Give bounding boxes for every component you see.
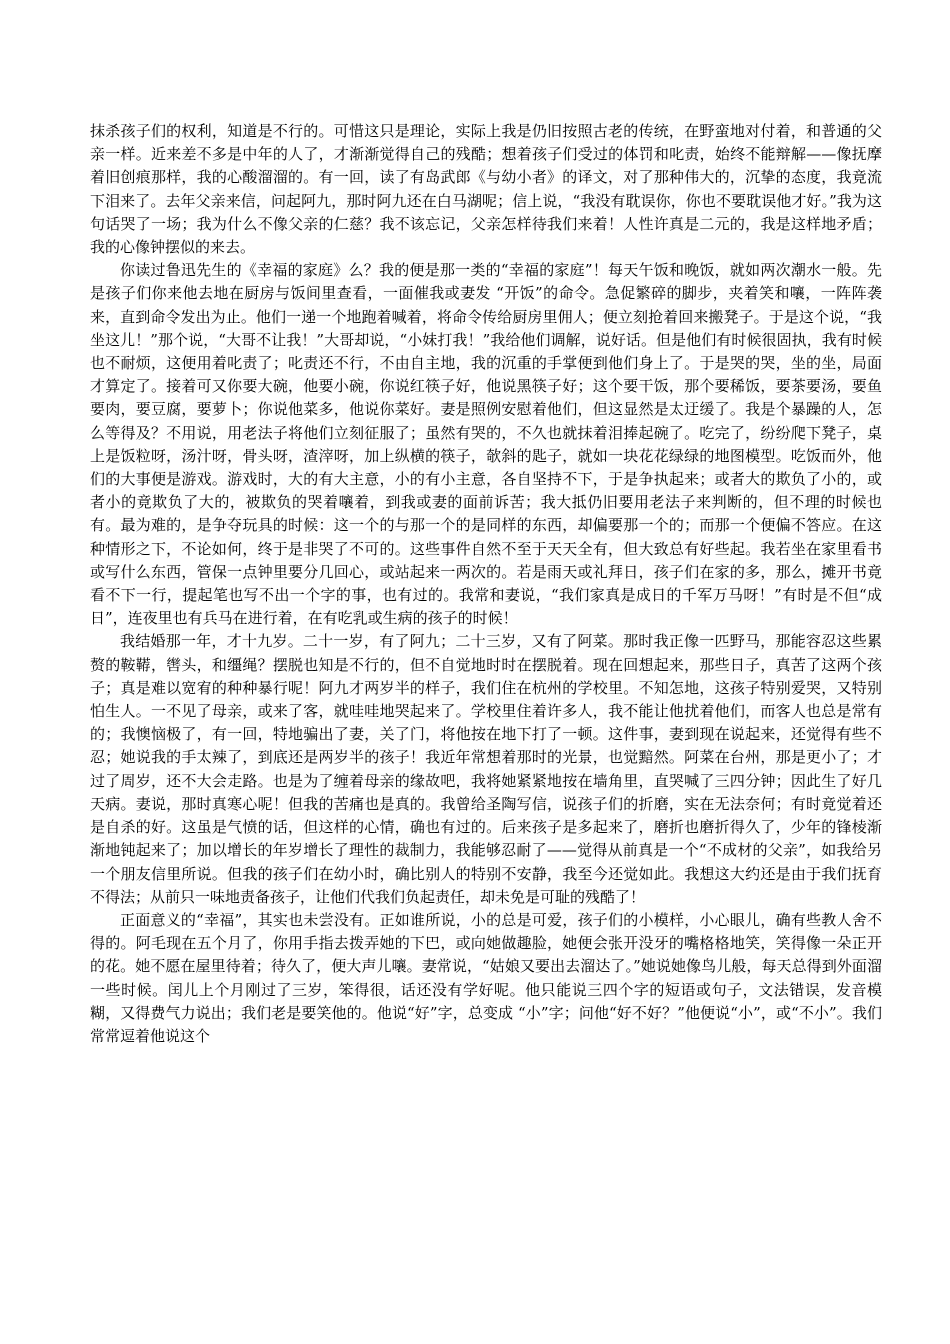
paragraph-4: 正面意义的“幸福”，其实也未尝没有。正如谁所说，小的总是可爱，孩子们的小模样，小心眼儿，确有些教人舍不得的。阿毛现在五个月了，你用手指去拨弄她的下巴，或向她做趣脸，她便会张开没牙的嘴格格地笑，笑得像一朵正开的花。她不愿在屋里待着；待久了，便大声儿嚷。妻常说，“姑娘又要出去溜达了。”她说她像鸟儿般，每天总得到外面溜一些时候。闰儿上个月刚过了三岁，笨得很，话还没有学好呢。他只能说三四个字的短语或句子，文法错误，发音模糊，又得费气力说出；我们老是要笑他的。他说“好”字，总变成 “小”字；问他“好不好？”他便说“小”，或“不小”。我们常常逗着他说这个 — [90, 910, 882, 1045]
document-page — [90, 120, 882, 1048]
paragraph-2: 你读过鲁迅先生的《幸福的家庭》么？我的便是那一类的“幸福的家庭”！每天午饭和晚饭，就如两次潮水一般。先是孩子们你来他去地在厨房与饭间里查看，一面催我或妻发 “开饭”的命令。急促繁碎的脚步，夹着笑和嚷，一阵阵袭来，直到命令发出为止。他们一递一个地跑着喊着，将命令传给厨房里佣人；便立刻抢着回来搬凳子。于是这个说，“我坐这儿！”那个说，“大哥不让我！”大哥却说，“小妹打我！”我给他们调解，说好话。但是他们有时候很固执，我有时候也不耐烦，这便用着叱责了；叱责还不行，不由自主地，我的沉重的手掌便到他们身上了。于是哭的哭，坐的坐，局面才算定了。接着可又你要大碗，他要小碗，你说红筷子好，他说黑筷子好；这个要干饭，那个要稀饭，要茶要汤，要鱼要肉，要豆腐，要萝卜；你说他菜多，他说你菜好。妻是照例安慰着他们，但这显然是太迂缓了。我是个暴躁的人，怎么等得及？不用说，用老法子将他们立刻征服了；虽然有哭的，不久也就抹着泪捧起碗了。吃完了，纷纷爬下凳子，桌上是饭粒呀，汤汁呀，骨头呀，渣滓呀，加上纵横的筷子，欹斜的匙子，就如一块花花绿绿的地图模型。吃饭而外，他们的大事便是游戏。游戏时，大的有大主意，小的有小主意，各自坚持不下，于是争执起来；或者大的欺负了小的，或者小的竟欺负了大的，被欺负的哭着嚷着，到我或妻的面前诉苦；我大抵仍旧要用老法子来判断的，但不理的时候也有。最为难的，是争夺玩具的时候：这一个的与那一个的是同样的东西，却偏要那一个的；而那一个便偏不答应。在这种情形之下，不论如何，终于是非哭了不可的。这些事件自然不至于天天全有，但大致总有好些起。我若坐在家里看书或写什么东西，管保一点钟里要分几回心，或站起来一两次的。若是雨天或礼拜日，孩子们在家的多，那么，摊开书竟看不下一行，提起笔也写不出一个字的事，也有过的。我常和妻说，“我们家真是成日的千军万马呀！”有时是不但“成日”，连夜里也有兵马在进行着，在有吃乳或生病的孩子的时候！ — [90, 261, 882, 628]
paragraph-3: 我结婚那一年，才十九岁。二十一岁，有了阿九；二十三岁，又有了阿菜。那时我正像一匹野马，那能容忍这些累赘的鞍鞯，辔头，和缰绳？摆脱也知是不行的，但不自觉地时时在摆脱着。现在回想起来，那些日子，真苦了这两个孩子；真是难以宽宥的种种暴行呢！阿九才两岁半的样子，我们住在杭州的学校里。不知怎地，这孩子特别爱哭，又特别怕生人。一不见了母亲，或来了客，就哇哇地哭起来了。学校里住着许多人，我不能让他扰着他们，而客人也总是常有的；我懊恼极了，有一回，特地骗出了妻，关了门，将他按在地下打了一顿。这件事，妻到现在说起来，还觉得有些不忍；她说我的手太辣了，到底还是两岁半的孩子！我近年常想着那时的光景，也觉黯然。阿菜在台州，那是更小了；才过了周岁，还不大会走路。也是为了缠着母亲的缘故吧，我将她紧紧地按在墙角里，直哭喊了三四分钟；因此生了好几天病。妻说，那时真寒心呢！但我的苦痛也是真的。我曾给圣陶写信，说孩子们的折磨，实在无法奈何；有时竟觉着还是自杀的好。这虽是气愤的话，但这样的心情，确也有过的。后来孩子是多起来了，磨折也磨折得久了，少年的锋棱渐渐地钝起来了；加以增长的年岁增长了理性的裁制力，我能够忍耐了——觉得从前真是一个“不成材的父亲”，如我给另一个朋友信里所说。但我的孩子们在幼小时，确比别人的特别不安静，我至今还觉如此。我想这大约还是由于我们抚育不得法；从前只一味地责备孩子，让他们代我们负起责任，却未免是可耻的残酷了！ — [90, 632, 882, 906]
paragraph-1: 抹杀孩子们的权利，知道是不行的。可惜这只是理论，实际上我是仍旧按照古老的传统，在野蛮地对付着，和普通的父亲一样。近来差不多是中年的人了，才渐渐觉得自己的残酷；想着孩子们受过的体罚和叱责，始终不能辩解——像抚摩着旧创痕那样，我的心酸溜溜的。有一回，读了有岛武郎《与幼小者》的译文，对了那种伟大的，沉挚的态度，我竟流下泪来了。去年父亲来信，问起阿九，那时阿九还在白马湖呢；信上说，“我没有耽误你，你也不要耽误他才好。”我为这句话哭了一场；我为什么不像父亲的仁慈？我不该忘记，父亲怎样待我们来着！人性许真是二元的，我是这样地矛盾；我的心像钟摆似的来去。 — [90, 122, 882, 257]
